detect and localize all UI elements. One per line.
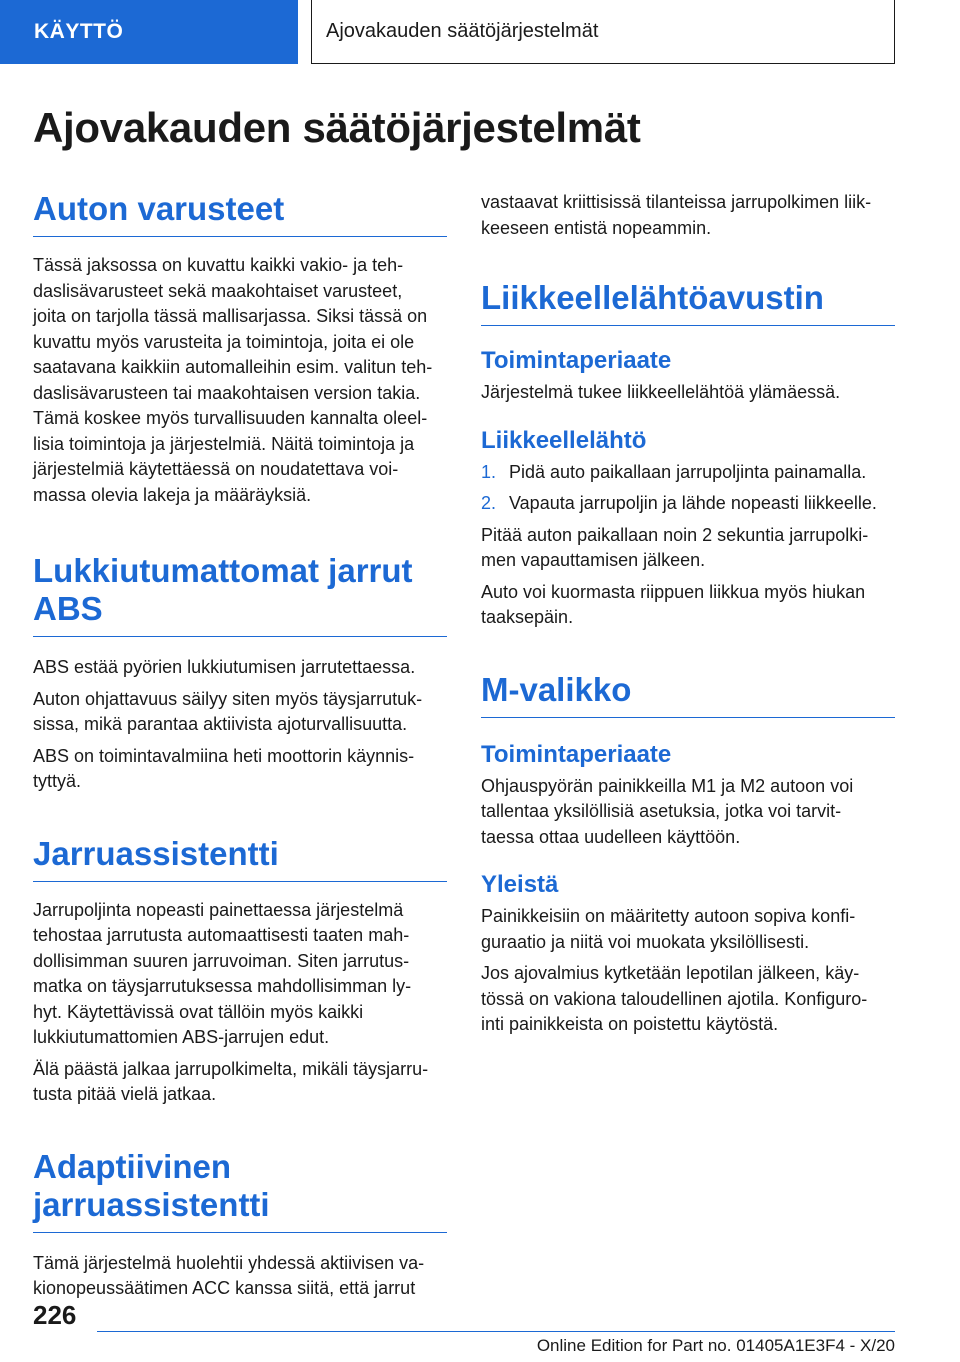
heading-adaptiivinen — [33, 1148, 447, 1233]
text-line: Jos ajovalmius kytketään lepotilan jälkeen, käy- — [481, 963, 860, 983]
text-line: Älä päästä jalkaa jarrupolkimelta, mikäli täysjarru- — [33, 1058, 429, 1079]
abs-text-1: ABS estää pyörien lukkiutumisen jarrutettaessa. — [33, 657, 416, 677]
jarruassistentti-text-2 — [33, 1057, 447, 1108]
text-line: kionopeussäätimen ACC kanssa siitä, että jarrut — [33, 1278, 416, 1298]
text-line: kuvattu myös varusteita ja toimintoja, joita ei ole — [33, 331, 415, 352]
heading-toimintaperiaate: Toimintaperiaate — [481, 347, 672, 374]
text-line: tusta pitää vielä jatkaa. — [33, 1084, 217, 1104]
m-toimintaperiaate-text — [481, 774, 895, 851]
heading-jarruassistentti: Jarruassistentti — [33, 835, 447, 882]
right-column — [481, 190, 895, 1038]
text-line: matka on täysjarrutuksessa mahdollisimman ly- — [33, 976, 412, 996]
text-line: saatavana kaikkiin automalleihin esim. valitun teh- — [33, 357, 433, 377]
abs-text-3 — [33, 744, 447, 795]
heading-line: jarruassistentti — [33, 1185, 270, 1223]
text-line: hyt. Käytettävissä ovat tällöin myös kaikki — [33, 1001, 364, 1022]
text-line: ABS on toimintavalmiina heti moottorin käynnis- — [33, 745, 415, 766]
auton-varusteet-text — [33, 253, 447, 508]
text-line: guraatio ja niitä voi muokata yksilöllisesti. — [481, 931, 810, 952]
page-number: 226 — [33, 1300, 77, 1330]
text-line: tyttyä. — [33, 771, 82, 791]
text-line: tehostaa jarrutusta automaattisesti taaten mah- — [33, 925, 410, 945]
list-text: Pidä auto paikallaan jarrupoljinta painamalla. — [509, 461, 867, 482]
liikkeellelahto-text-1 — [481, 523, 895, 574]
chapter-title: Ajovakauden säätöjärjestelmät — [326, 20, 599, 42]
heading-toimintaperiaate-m: Toimintaperiaate — [481, 740, 672, 768]
list-item — [481, 460, 895, 486]
text-line: Auton ohjattavuus säilyy siten myös täysjarrutuk- — [33, 688, 423, 709]
heading-m-valikko: M-valikko — [481, 671, 895, 718]
heading-liikkeellelahtoavustin: Liikkeellelähtöavustin — [481, 279, 895, 326]
abs-text-2 — [33, 687, 447, 738]
text-line: daslisävarusteen tai maakohtaisen version takia. — [33, 382, 421, 403]
section-tab[interactable]: KÄYTTÖ — [0, 0, 298, 64]
text-line: sissa, mikä parantaa aktiivista ajoturvallisuutta. — [33, 714, 408, 734]
text-line: massa olevia lakeja ja määräyksiä. — [33, 484, 312, 505]
footer-edition: Online Edition for Part no. 01405A1E3F4 - X/20 — [536, 1336, 895, 1355]
yleista-text-2 — [481, 961, 895, 1038]
text-line: dollisimman suuren jarruvoiman. Siten jarrutus- — [33, 950, 410, 971]
text-line: men vapauttamisen jälkeen. — [481, 550, 706, 570]
heading-liikkeellelahto: Liikkeellelähtö — [481, 426, 647, 454]
text-line: tallentaa yksilöllisiä asetuksia, jotka voi tarvit- — [481, 801, 842, 821]
text-line: järjestelmiä käytettäessä on noudatettava voi- — [33, 459, 399, 479]
heading-line: Adaptiivinen — [33, 1147, 232, 1185]
text-line: vastaavat kriittisissä tilanteissa jarrupolkimen liik- — [481, 192, 872, 212]
list-number: 1. — [481, 461, 497, 482]
toimintaperiaate-text: Järjestelmä tukee liikkeellelähtöä ylämäessä. — [481, 382, 841, 402]
heading-auton-varusteet: Auton varusteet — [33, 190, 447, 237]
left-column — [33, 190, 447, 1302]
heading-line: ABS — [33, 590, 103, 627]
text-line: Ohjauspyörän painikkeilla M1 ja M2 autoon voi — [481, 775, 854, 796]
text-line: taessa ottaa uudelleen käyttöön. — [481, 826, 741, 847]
text-line: Tämä koskee myös turvallisuuden kannalta oleel- — [33, 408, 428, 428]
list-text: Vapauta jarrupoljin ja lähde nopeasti liikkeelle. — [509, 493, 877, 513]
text-line: taaksepäin. — [481, 607, 574, 627]
liikkeellelahto-text-2 — [481, 580, 895, 631]
jarruassistentti-text-1 — [33, 898, 447, 1051]
text-line: Painikkeisiin on määritetty autoon sopiva konfi- — [481, 906, 856, 926]
text-line: lisia toimintoja ja järjestelmiä. Näitä toimintoja ja — [33, 433, 415, 454]
page-title: Ajovakauden säätöjärjestelmät — [33, 104, 641, 151]
text-line: keeseen entistä nopeammin. — [481, 217, 712, 238]
text-line: tössä on vakiona taloudellinen ajotila. Konfiguro- — [481, 988, 868, 1009]
text-line: joita on tarjolla tässä mallisarjassa. Siksi tässä on — [33, 306, 428, 326]
text-line: daslisävarusteet sekä maakohtaiset varusteet, — [33, 280, 403, 301]
list-number: 2. — [481, 493, 497, 513]
chapter-header — [311, 0, 895, 64]
text-line: Tässä jaksossa on kuvattu kaikki vakio- ja teh- — [33, 255, 404, 275]
text-line: Auto voi kuormasta riippuen liikkua myös hiukan — [481, 581, 866, 602]
text-line: inti painikkeista on poistettu käytöstä. — [481, 1014, 779, 1034]
heading-yleista: Yleistä — [481, 871, 559, 898]
text-line: lukkiutumattomien ABS-jarrujen edut. — [33, 1027, 330, 1047]
text-line: Tämä järjestelmä huolehtii yhdessä aktiivisen va- — [33, 1252, 425, 1273]
footer-divider — [97, 1331, 895, 1332]
heading-abs — [33, 552, 447, 637]
continuation-text — [481, 190, 895, 241]
adaptiivinen-text — [33, 1251, 447, 1302]
text-line: Jarrupoljinta nopeasti painettaessa järjestelmä — [33, 899, 404, 920]
heading-line: Lukkiutumattomat jarrut — [33, 552, 413, 589]
yleista-text-1 — [481, 904, 895, 955]
list-item — [481, 491, 895, 517]
text-line: Pitää auton paikallaan noin 2 sekuntia jarrupolki- — [481, 524, 869, 545]
